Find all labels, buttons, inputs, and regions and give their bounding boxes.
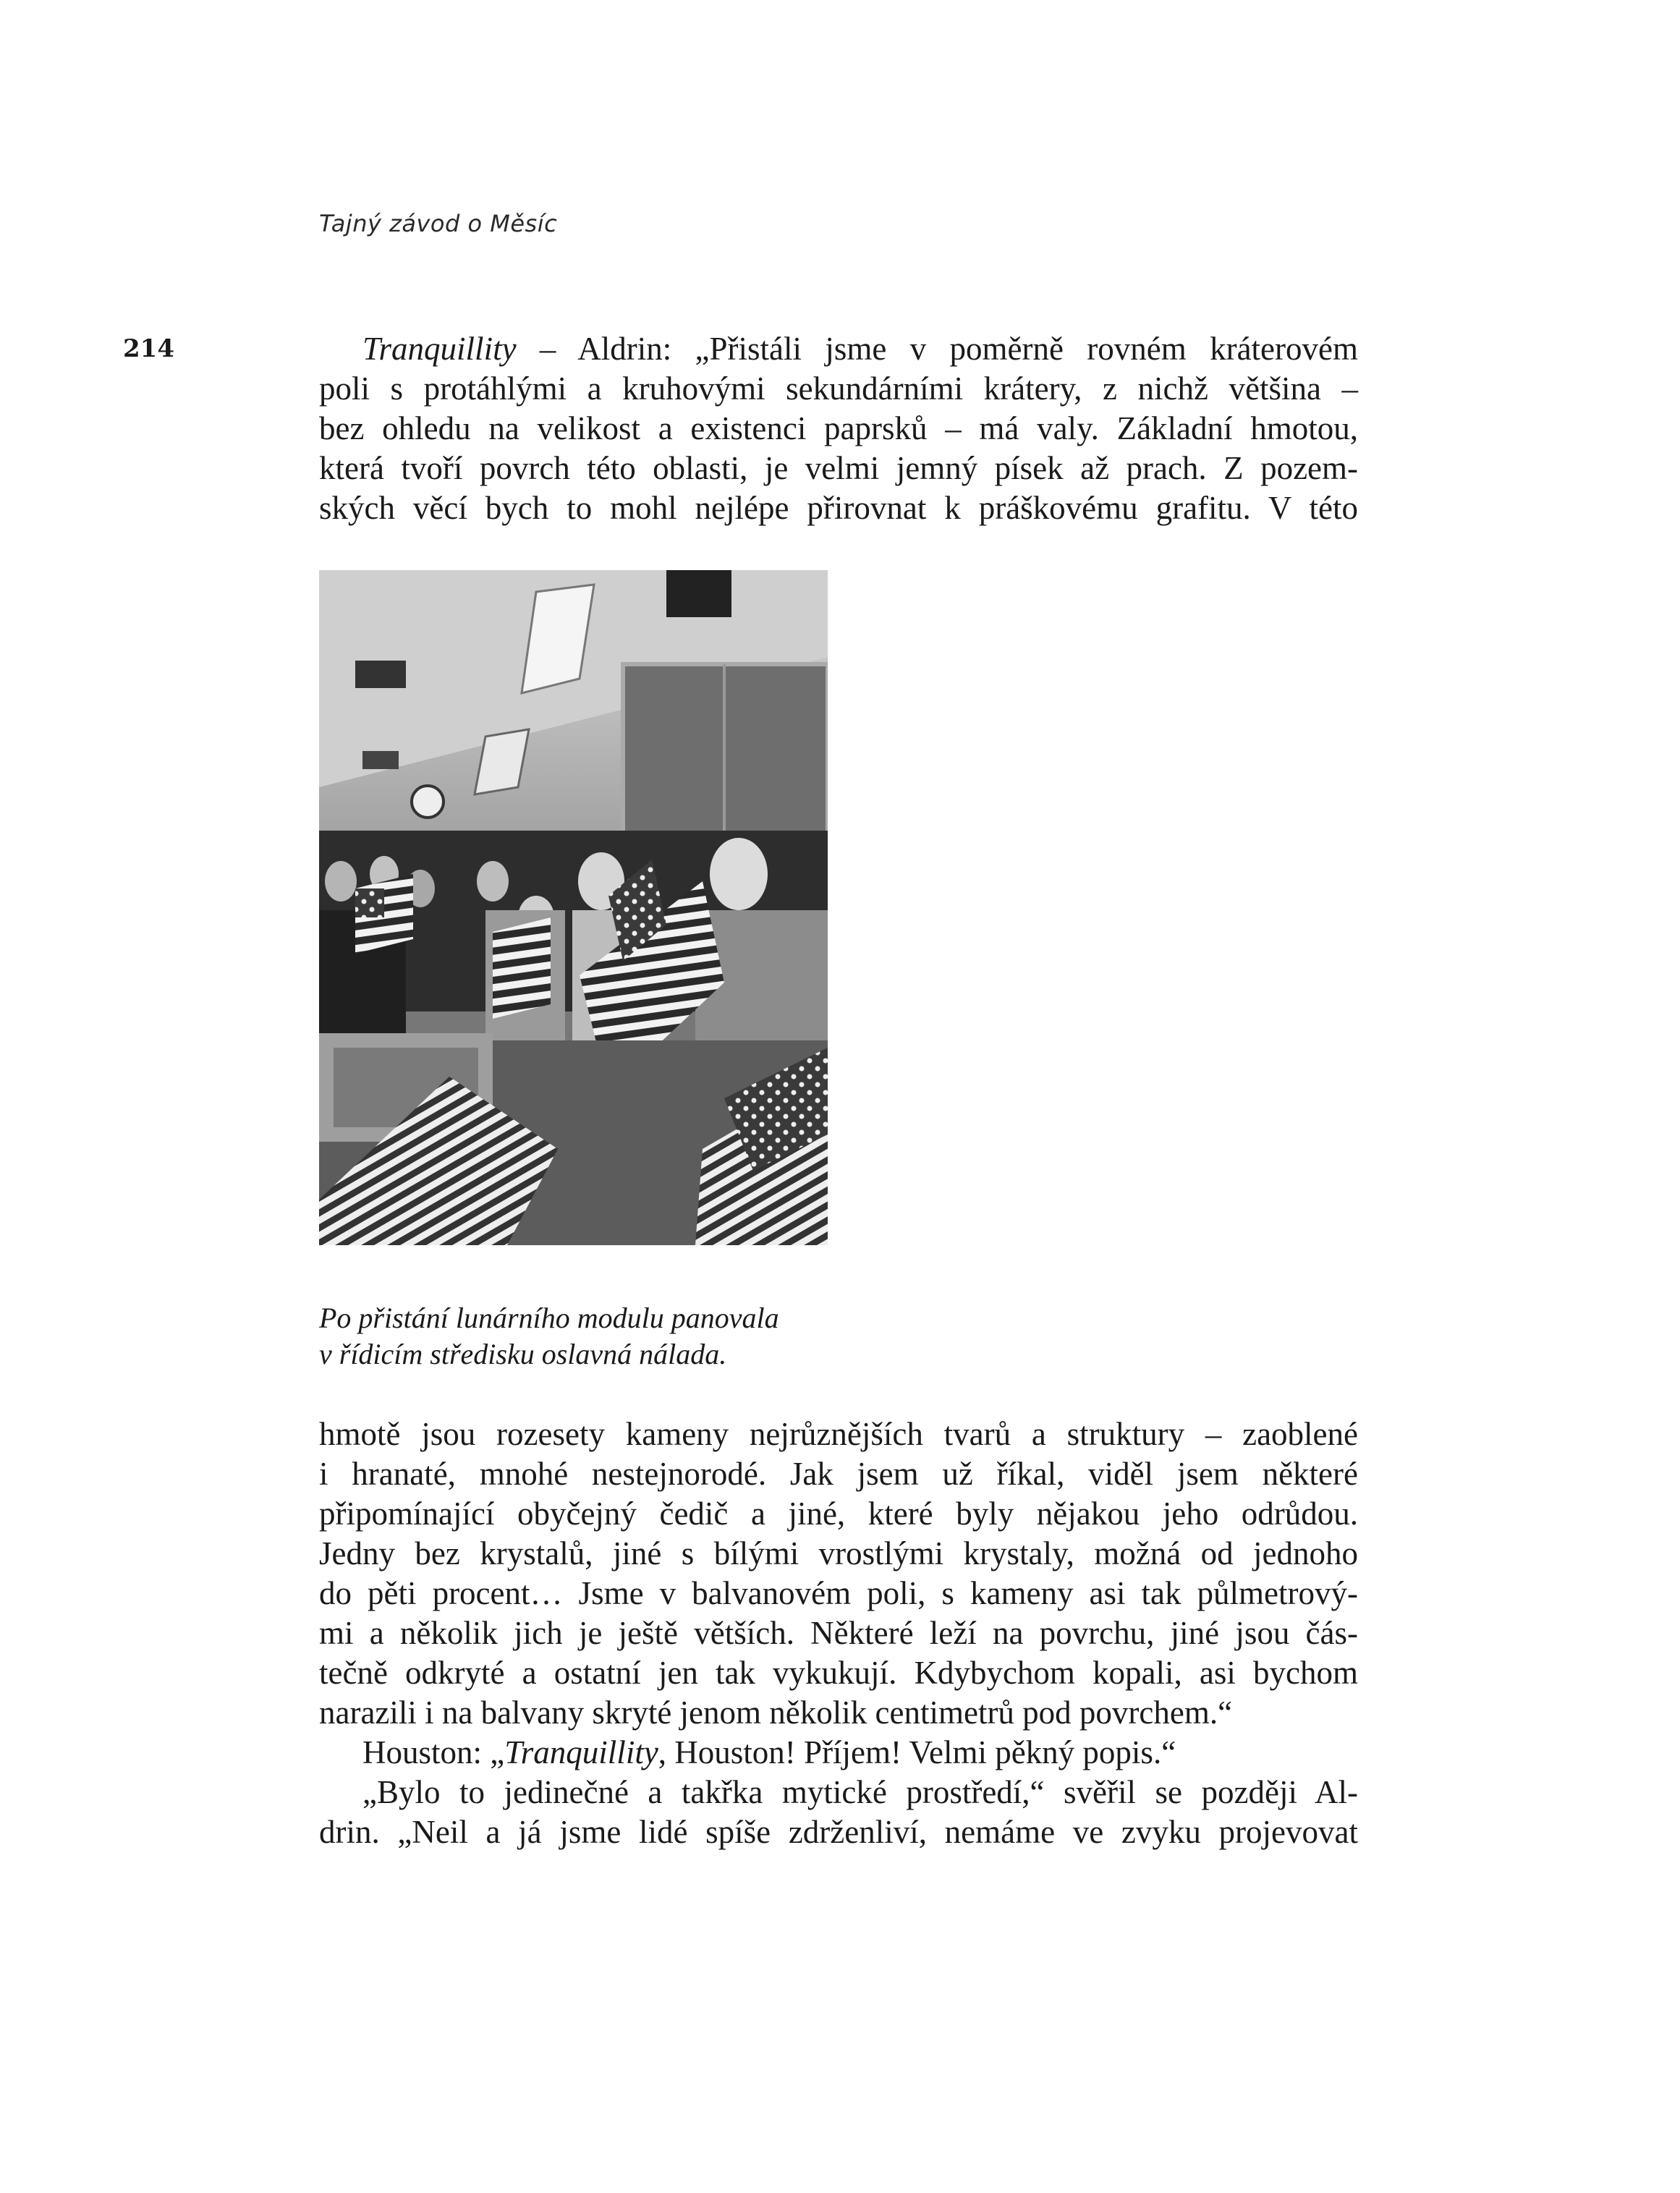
paragraph-after-photo bbox=[319, 1414, 1358, 1852]
text-line: tečně odkryté a ostatní jen tak vykukují. Kdybychom kopali, asi bychom bbox=[319, 1655, 1358, 1691]
photo-caption bbox=[319, 1300, 779, 1373]
text-line: narazili i na balvany skryté jenom několik centimetrů pod povrchem.“ bbox=[319, 1694, 1233, 1731]
text-line: Jedny bez krystalů, jiné s bílými vrostlými krystaly, možná od jednoho bbox=[319, 1535, 1358, 1571]
running-header-title: Tajný závod o Měsíc bbox=[319, 210, 558, 237]
photo-illustration bbox=[319, 570, 828, 1245]
page-number: 214 bbox=[123, 334, 174, 363]
text-line: i hranaté, mnohé nestejnorodé. Jak jsem už říkal, viděl jsem některé bbox=[319, 1456, 1358, 1492]
caption-line: Po přistání lunárního modulu panovala bbox=[319, 1302, 779, 1334]
text-line: hmotě jsou rozesety kameny nejrůznějších tvarů a struktury – zaoblené bbox=[319, 1416, 1358, 1452]
paragraph-before-photo bbox=[319, 329, 1358, 528]
text-line: která tvoří povrch této oblasti, je velmi jemný písek až prach. Z pozem- bbox=[319, 450, 1358, 486]
italic-name: Tranquillity bbox=[362, 331, 517, 367]
text-line: „Bylo to jedinečné a takřka mytické prostředí,“ svěřil se později Al- bbox=[362, 1774, 1358, 1810]
text-line: bez ohledu na velikost a existenci paprsků – má valy. Základní hmotou, bbox=[319, 410, 1358, 446]
text-line: připomínající obyčejný čedič a jiné, které byly nějakou jeho odrůdou. bbox=[319, 1496, 1358, 1532]
italic-name: Tranquillity bbox=[504, 1734, 658, 1770]
text-line: ských věcí bych to mohl nejlépe přirovnat k práškovému grafitu. V této bbox=[319, 490, 1358, 526]
houston-line: Houston: „Tranquillity, Houston! Příjem! Velmi pěkný popis.“ bbox=[362, 1734, 1176, 1770]
caption-line: v řídicím středisku oslavná nálada. bbox=[319, 1338, 727, 1370]
text-line: drin. „Neil a já jsme lidé spíše zdrženliví, nemáme ve zvyku projevovat bbox=[319, 1814, 1358, 1850]
text-line: do pěti procent… Jsme v balvanovém poli, s kameny asi tak půlmetrový- bbox=[319, 1575, 1358, 1611]
text-line: poli s protáhlými a kruhovými sekundárními krátery, z nichž většina – bbox=[319, 370, 1358, 407]
text-line: mi a několik jich je ještě větších. Některé leží na povrchu, jiné jsou čás- bbox=[319, 1615, 1358, 1651]
mission-control-photo bbox=[319, 570, 828, 1245]
text-line: Tranquillity – Aldrin: „Přistáli jsme v poměrně rovném kráterovém bbox=[362, 331, 1358, 367]
